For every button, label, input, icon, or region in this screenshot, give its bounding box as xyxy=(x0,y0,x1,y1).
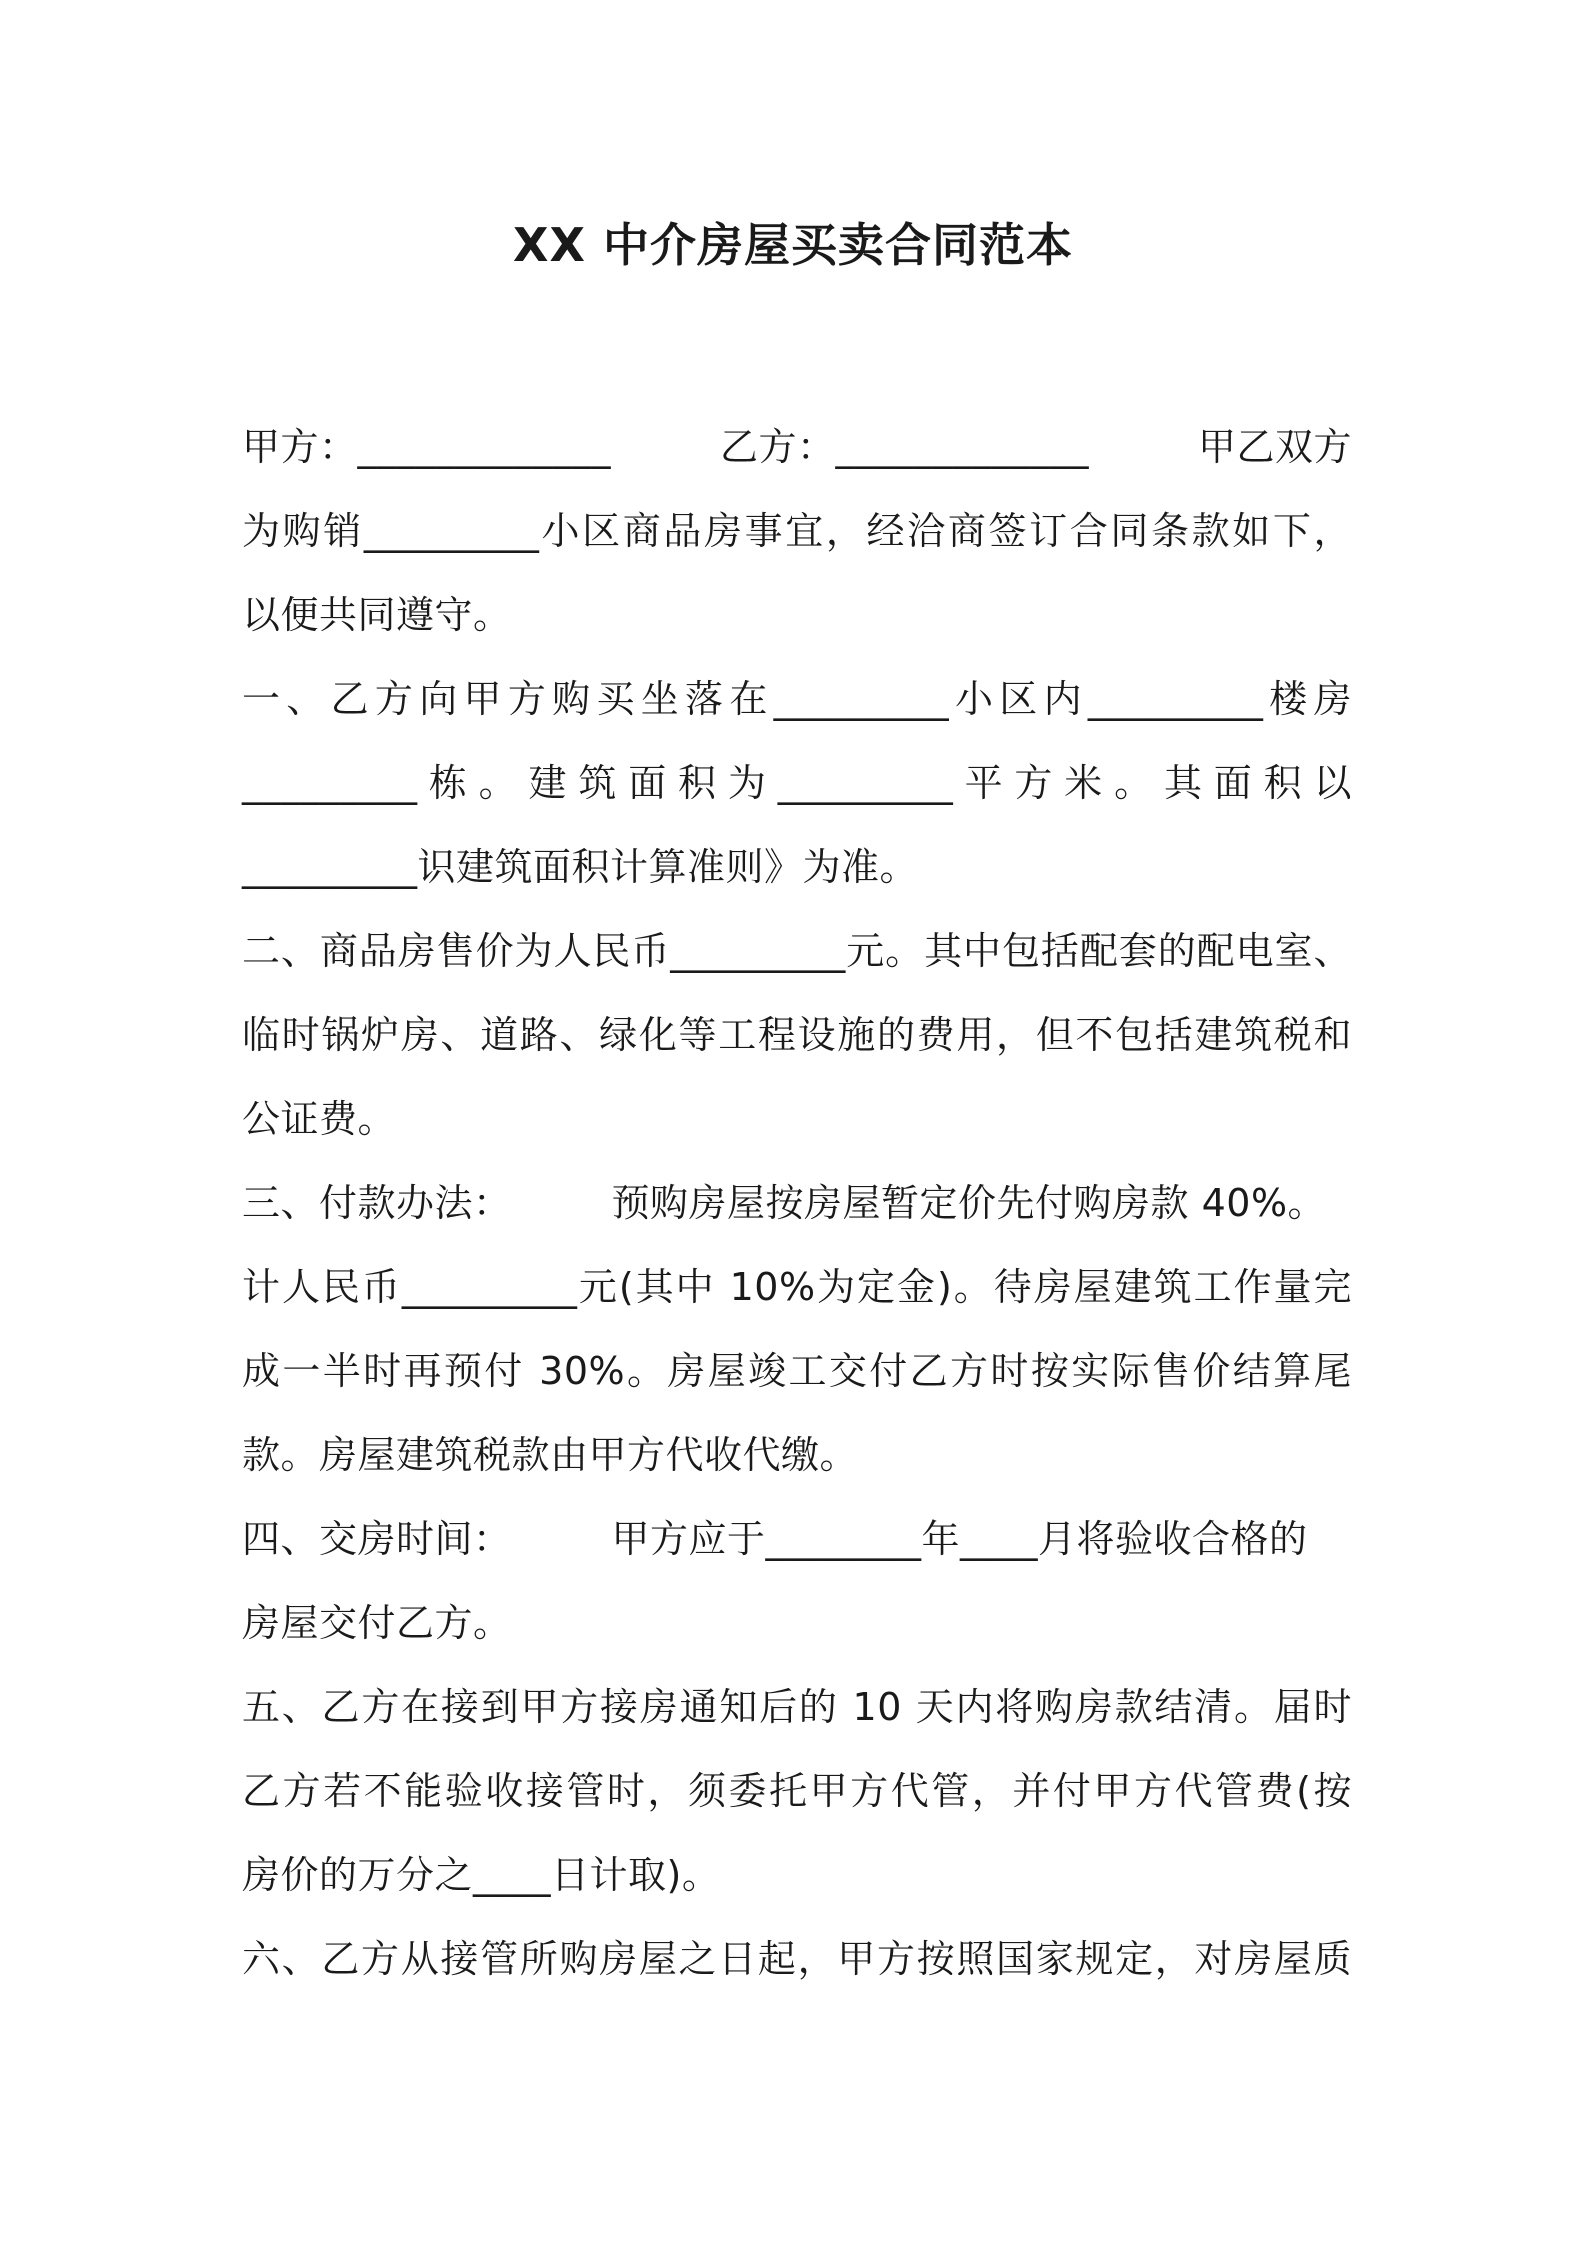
clause-2-line: 公证费。 xyxy=(242,1097,397,1141)
clause-1-line: _________栋。建筑面积为_________平方米。其面积以 xyxy=(242,761,1352,805)
document-title: XX 中介房屋买卖合同范本 xyxy=(513,218,1073,272)
intro-tail: 甲乙双方 xyxy=(1197,425,1352,469)
party-a-field: 甲方：_____________ xyxy=(242,425,612,469)
clause-4-line: 房屋交付乙方。 xyxy=(242,1601,512,1645)
party-b-field: 乙方：_____________ xyxy=(719,425,1089,469)
clause-2-line: 临时锅炉房、道路、绿化等工程设施的费用，但不包括建筑税和 xyxy=(242,1013,1352,1057)
clause-3-line: 款。房屋建筑税款由甲方代收代缴。 xyxy=(242,1433,859,1477)
parties-line xyxy=(242,405,1352,489)
clause-3-label: 三、付款办法： xyxy=(242,1181,512,1225)
contract-body xyxy=(242,405,1352,2001)
clause-5-line: 乙方若不能验收接管时，须委托甲方代管，并付甲方代管费(按 xyxy=(242,1769,1352,1813)
clause-3-text: 预购房屋按房屋暂定价先付购房款 40%。 xyxy=(611,1181,1327,1225)
clause-4-text: 甲方应于________年____月将验收合格的 xyxy=(611,1517,1308,1561)
clause-2-line: 二、商品房售价为人民币_________元。其中包括配套的配电室、 xyxy=(242,929,1352,973)
text-line: 为购销_________小区商品房事宜，经洽商签订合同条款如下， xyxy=(242,509,1352,553)
text-line: 以便共同遵守。 xyxy=(242,593,512,637)
clause-1-line: 一、乙方向甲方购买坐落在_________小区内_________楼房 xyxy=(242,677,1352,721)
clause-1-line: _________识建筑面积计算准则》为准。 xyxy=(242,845,919,889)
clause-3-line: 计人民币_________元(其中 10%为定金)。待房屋建筑工作量完 xyxy=(242,1265,1352,1309)
clause-4-heading-line xyxy=(242,1497,1352,1581)
clause-3-line: 成一半时再预付 30%。房屋竣工交付乙方时按实际售价结算尾 xyxy=(242,1349,1352,1393)
clause-4-label: 四、交房时间： xyxy=(242,1517,512,1561)
clause-3-heading-line xyxy=(242,1161,1352,1245)
clause-5-line: 五、乙方在接到甲方接房通知后的 10 天内将购房款结清。届时 xyxy=(242,1685,1352,1729)
clause-6-line: 六、乙方从接管所购房屋之日起，甲方按照国家规定，对房屋质 xyxy=(242,1937,1352,1981)
clause-5-line: 房价的万分之____日计取)。 xyxy=(242,1853,721,1897)
